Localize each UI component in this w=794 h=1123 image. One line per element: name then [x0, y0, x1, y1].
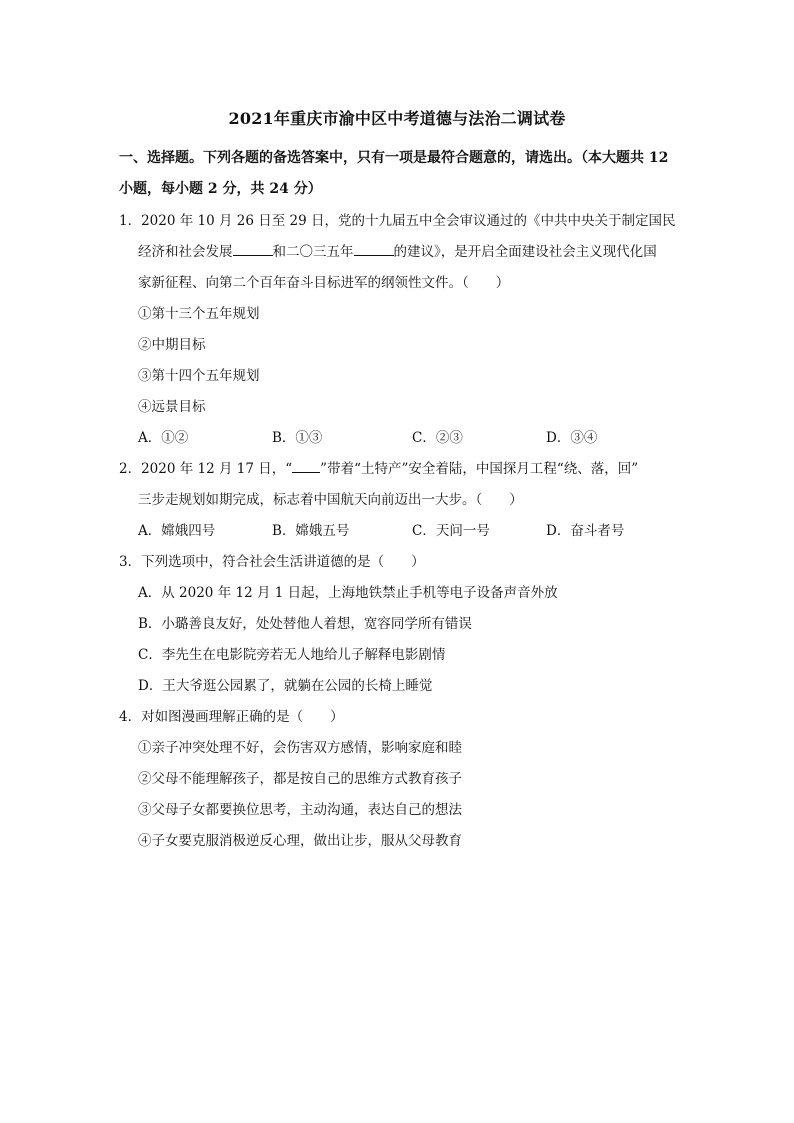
q4-stem: 4．对如图漫画理解正确的是（ ） [119, 709, 344, 725]
q3-option-b[interactable]: B．小璐善良友好，处处替他人着想，宽容同学所有错误 [138, 616, 472, 632]
q4-item-2: ②父母不能理解孩子，都是按自己的思维方式教育孩子 [138, 771, 462, 787]
q1-item-2: ②中期目标 [138, 337, 206, 353]
q2-choice-d[interactable]: D．奋斗者号 [546, 523, 625, 539]
q2-blank [292, 458, 320, 473]
q2-stem-line1 [119, 457, 638, 477]
q1-stem-line2 [138, 240, 657, 260]
q1-stem-part-c: 的建议》，是开启全面建设社会主义现代化国 [393, 244, 657, 260]
q4-item-1: ①亲子冲突处理不好，会伤害双方感情，影响家庭和睦 [138, 740, 462, 756]
q4-item-4: ④子女要克服消极逆反心理，做出让步，服从父母教育 [138, 833, 462, 849]
q2-stem-part-a: 2．2020 年 12 月 17 日，“ [119, 461, 293, 477]
q2-choice-c[interactable]: C．天问一号 [412, 523, 490, 539]
q1-blank-1 [233, 241, 273, 256]
q1-stem-line3: 家新征程、向第二个百年奋斗目标进军的纲领性文件。（ ） [138, 275, 510, 291]
q1-item-3: ③第十四个五年规划 [138, 368, 260, 384]
q4-item-3: ③父母子女都要换位思考，主动沟通，表达自己的想法 [138, 802, 462, 818]
q1-stem-part-a: 经济和社会发展 [138, 244, 233, 260]
q3-option-a[interactable]: A．从 2020 年 12 月 1 日起，上海地铁禁止手机等电子设备声音外放 [138, 585, 558, 601]
q3-option-c[interactable]: C．李先生在电影院旁若无人地给儿子解释电影剧情 [138, 647, 446, 663]
q3-option-d[interactable]: D．王大爷逛公园累了，就躺在公园的长椅上睡觉 [138, 678, 433, 694]
q2-choice-a[interactable]: A．嫦娥四号 [138, 523, 216, 539]
q3-stem: 3．下列选项中，符合社会生活讲道德的是（ ） [119, 554, 425, 570]
q1-choice-d[interactable]: D．③④ [546, 430, 598, 446]
q1-choice-a[interactable]: A．①② [138, 430, 189, 446]
q1-stem-line1: 1．2020 年 10 月 26 日至 29 日，党的十九届五中全会审议通过的《中共中央关于制定国民 [119, 213, 676, 229]
q1-choice-c[interactable]: C．②③ [412, 430, 463, 446]
q1-item-1: ①第十三个五年规划 [138, 306, 260, 322]
section-heading-line1: 一、选择题。下列各题的备选答案中，只有一项是最符合题意的，请选出。（本大题共 12 [119, 150, 669, 166]
q2-stem-line2: 三步走规划如期完成，标志着中国航天向前迈出一大步。（ ） [138, 492, 523, 508]
section-heading-line2: 小题，每小题 2 分，共 24 分） [119, 181, 322, 197]
q1-item-4: ④远景目标 [138, 399, 206, 415]
page-title: 2021年重庆市渝中区中考道德与法治二调试卷 [228, 109, 566, 128]
q1-choice-b[interactable]: B．①③ [272, 430, 323, 446]
q1-stem-part-b: 和二〇三五年 [272, 244, 354, 260]
q2-stem-part-b: ”带着“土特产”安全着陆，中国探月工程“绕、落，回” [320, 461, 639, 477]
q2-choice-b[interactable]: B．嫦娥五号 [272, 523, 350, 539]
q1-blank-2 [354, 241, 394, 256]
